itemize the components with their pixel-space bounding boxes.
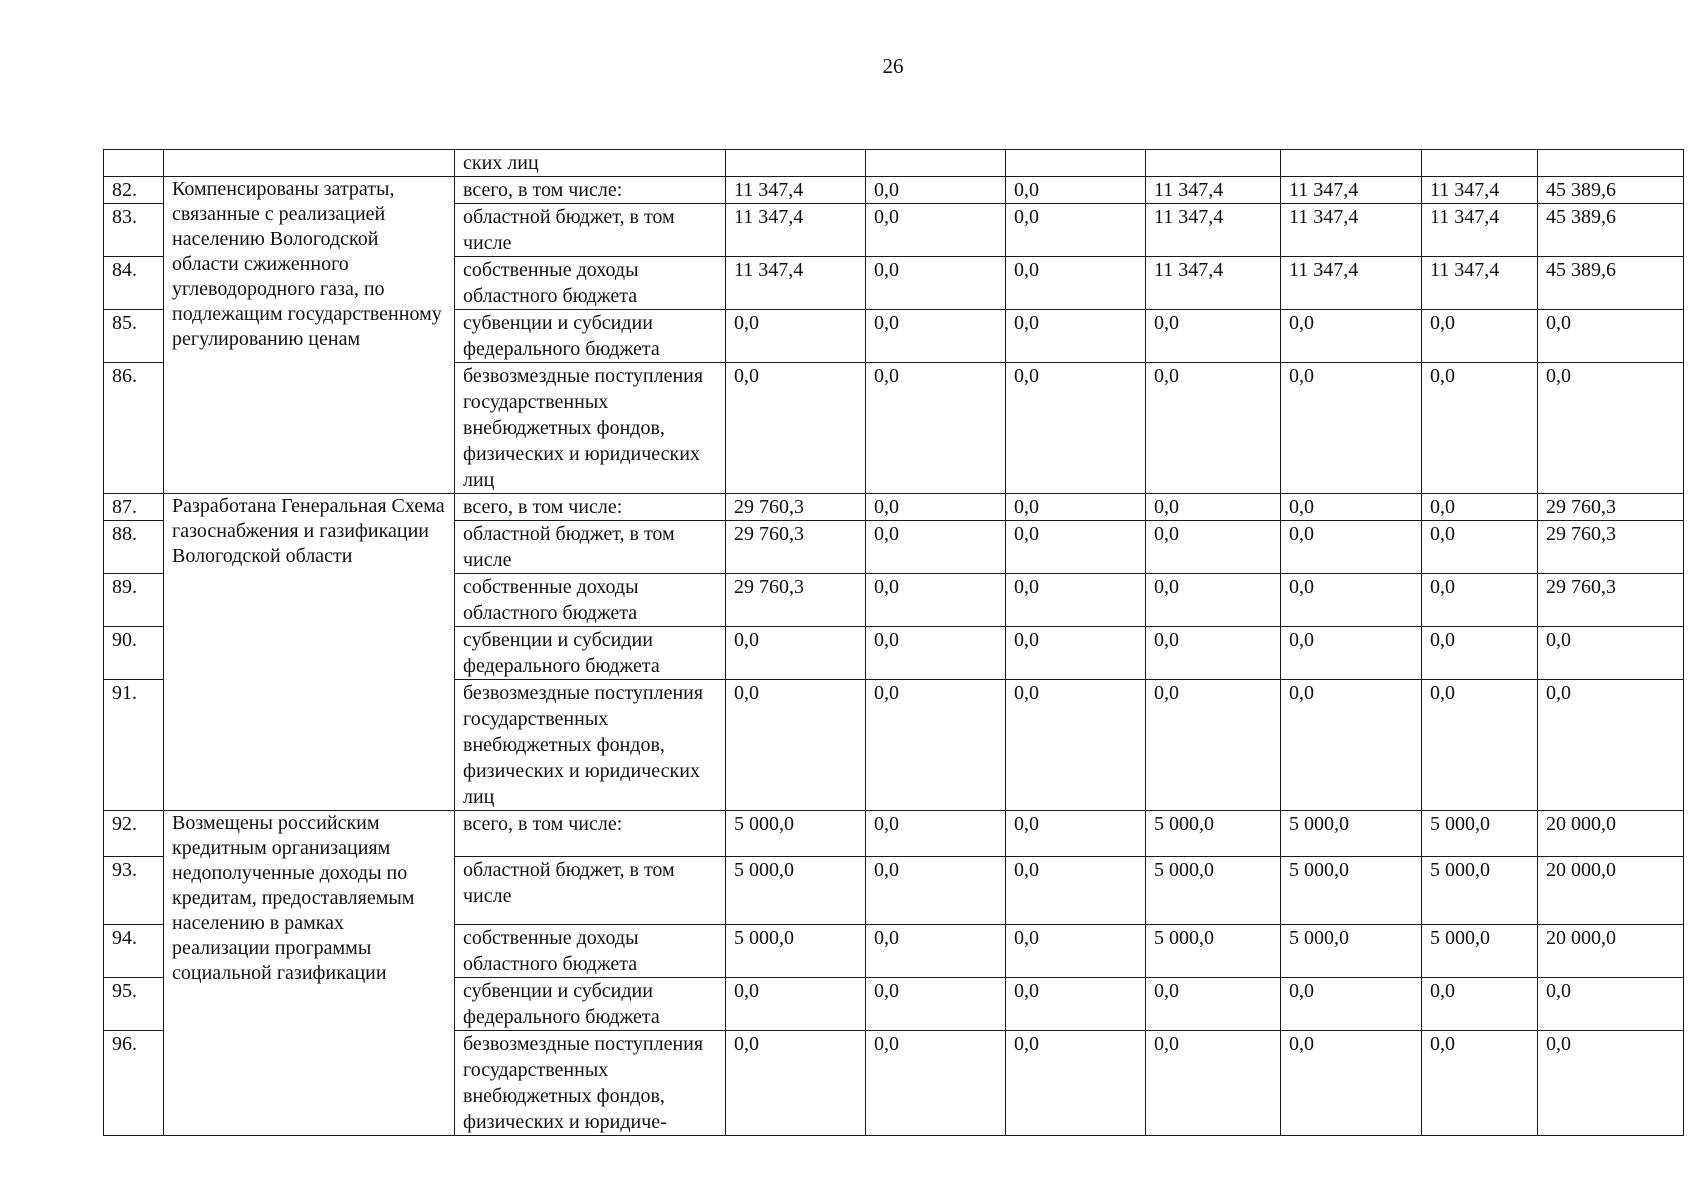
value-cell: 0,0 xyxy=(1006,857,1146,925)
value-cell: 5 000,0 xyxy=(1146,811,1281,857)
value-cell: 20 000,0 xyxy=(1538,857,1684,925)
value-cell: 5 000,0 xyxy=(1422,811,1538,857)
value-cell: 0,0 xyxy=(1006,627,1146,680)
value-cell: 20 000,0 xyxy=(1538,811,1684,857)
row-number: 86. xyxy=(104,363,164,494)
value-cell: 0,0 xyxy=(1422,363,1538,494)
value-cell: 0,0 xyxy=(1281,627,1422,680)
value-cell: 0,0 xyxy=(1281,1031,1422,1136)
event-description: Возмещены российским кредитным организациям недополученные доходы по кредитам, предоставляемым населению в рамках реализации программы социальной газификации xyxy=(164,811,455,1136)
value-cell: 5 000,0 xyxy=(1281,811,1422,857)
budget-table xyxy=(103,149,1684,1136)
value-cell: 0,0 xyxy=(1281,494,1422,521)
value-cell: 29 760,3 xyxy=(1538,574,1684,627)
event-cell xyxy=(164,150,455,177)
value-cell: 0,0 xyxy=(726,627,866,680)
value-cell: 11 347,4 xyxy=(726,204,866,257)
value-cell: 0,0 xyxy=(1538,363,1684,494)
value-cell: 0,0 xyxy=(726,1031,866,1136)
value-cell: 0,0 xyxy=(1281,978,1422,1031)
value-cell: 0,0 xyxy=(1006,925,1146,978)
funding-source: безвозмездные поступления государственных внебюджетных фондов, физических и юридических лиц xyxy=(455,363,726,494)
funding-source: субвенции и субсидии федерального бюджета xyxy=(455,310,726,363)
value-cell: 0,0 xyxy=(1006,363,1146,494)
value-cell: 20 000,0 xyxy=(1538,925,1684,978)
funding-source: областной бюджет, в том числе xyxy=(455,521,726,574)
value-cell: 0,0 xyxy=(1538,680,1684,811)
value-cell: 0,0 xyxy=(726,978,866,1031)
value-cell: 11 347,4 xyxy=(1146,257,1281,310)
value-cell: 29 760,3 xyxy=(726,574,866,627)
value-cell: 0,0 xyxy=(1422,310,1538,363)
value-cell: 11 347,4 xyxy=(1281,257,1422,310)
value-cell xyxy=(1146,150,1281,177)
funding-source: безвозмездные поступления государственных внебюджетных фондов, физических и юридических лиц xyxy=(455,680,726,811)
value-cell: 0,0 xyxy=(1006,521,1146,574)
value-cell: 0,0 xyxy=(1422,680,1538,811)
value-cell: 0,0 xyxy=(1422,1031,1538,1136)
value-cell xyxy=(1006,150,1146,177)
value-cell: 0,0 xyxy=(1006,1031,1146,1136)
value-cell: 5 000,0 xyxy=(1146,925,1281,978)
value-cell: 11 347,4 xyxy=(1281,204,1422,257)
funding-source: областной бюджет, в том числе xyxy=(455,204,726,257)
value-cell: 45 389,6 xyxy=(1538,257,1684,310)
value-cell: 0,0 xyxy=(1281,680,1422,811)
value-cell: 0,0 xyxy=(1146,574,1281,627)
funding-source: субвенции и субсидии федерального бюджета xyxy=(455,978,726,1031)
value-cell: 0,0 xyxy=(1538,978,1684,1031)
row-number: 92. xyxy=(104,811,164,857)
value-cell: 0,0 xyxy=(1006,310,1146,363)
value-cell: 0,0 xyxy=(726,310,866,363)
value-cell xyxy=(1422,150,1538,177)
value-cell: 0,0 xyxy=(1146,521,1281,574)
funding-source: собственные доходы областного бюджета xyxy=(455,574,726,627)
continued-row xyxy=(104,150,1684,177)
value-cell: 0,0 xyxy=(866,1031,1006,1136)
table-row xyxy=(104,177,1684,204)
row-number: 87. xyxy=(104,494,164,521)
value-cell: 0,0 xyxy=(1006,978,1146,1031)
row-number: 90. xyxy=(104,627,164,680)
value-cell: 0,0 xyxy=(866,204,1006,257)
value-cell: 11 347,4 xyxy=(1422,177,1538,204)
page-number: 26 xyxy=(882,54,904,78)
value-cell: 29 760,3 xyxy=(726,521,866,574)
row-number: 85. xyxy=(104,310,164,363)
value-cell: 45 389,6 xyxy=(1538,204,1684,257)
value-cell: 0,0 xyxy=(1006,680,1146,811)
funding-source: областной бюджет, в том числе xyxy=(455,857,726,925)
value-cell: 0,0 xyxy=(1006,494,1146,521)
value-cell: 5 000,0 xyxy=(1422,925,1538,978)
value-cell: 0,0 xyxy=(1006,257,1146,310)
value-cell: 0,0 xyxy=(866,494,1006,521)
value-cell: 0,0 xyxy=(866,857,1006,925)
row-number: 89. xyxy=(104,574,164,627)
value-cell: 0,0 xyxy=(1281,574,1422,627)
row-number: 82. xyxy=(104,177,164,204)
row-number: 88. xyxy=(104,521,164,574)
table-row xyxy=(104,811,1684,857)
value-cell: 0,0 xyxy=(866,363,1006,494)
value-cell: 5 000,0 xyxy=(1281,857,1422,925)
value-cell xyxy=(1538,150,1684,177)
value-cell: 0,0 xyxy=(1146,494,1281,521)
value-cell: 29 760,3 xyxy=(1538,494,1684,521)
value-cell: 0,0 xyxy=(866,177,1006,204)
value-cell: 0,0 xyxy=(1281,521,1422,574)
funding-source: безвозмездные поступления государственных внебюджетных фондов, физических и юридиче- xyxy=(455,1031,726,1136)
value-cell: 0,0 xyxy=(1006,574,1146,627)
event-description: Компенсированы затраты, связанные с реализацией населению Вологодской области сжиженного углеводородного газа, по подлежащим государственному регулированию ценам xyxy=(164,177,455,494)
value-cell: 0,0 xyxy=(1422,627,1538,680)
funding-source: собственные доходы областного бюджета xyxy=(455,925,726,978)
funding-source: всего, в том числе: xyxy=(455,494,726,521)
funding-source: всего, в том числе: xyxy=(455,177,726,204)
value-cell: 0,0 xyxy=(1146,1031,1281,1136)
value-cell: 45 389,6 xyxy=(1538,177,1684,204)
value-cell: 0,0 xyxy=(866,257,1006,310)
row-number: 94. xyxy=(104,925,164,978)
value-cell xyxy=(726,150,866,177)
value-cell: 0,0 xyxy=(1422,521,1538,574)
value-cell: 0,0 xyxy=(1281,310,1422,363)
funding-source: собственные доходы областного бюджета xyxy=(455,257,726,310)
table-row xyxy=(104,494,1684,521)
value-cell: 5 000,0 xyxy=(726,925,866,978)
value-cell: 0,0 xyxy=(866,811,1006,857)
value-cell xyxy=(1281,150,1422,177)
row-number-cell xyxy=(104,150,164,177)
value-cell: 0,0 xyxy=(866,574,1006,627)
value-cell: 0,0 xyxy=(1538,627,1684,680)
value-cell: 0,0 xyxy=(866,521,1006,574)
value-cell: 11 347,4 xyxy=(726,177,866,204)
funding-source-cell: ских лиц xyxy=(455,150,726,177)
value-cell: 0,0 xyxy=(866,925,1006,978)
value-cell: 0,0 xyxy=(866,310,1006,363)
row-number: 84. xyxy=(104,257,164,310)
value-cell: 5 000,0 xyxy=(726,811,866,857)
value-cell: 5 000,0 xyxy=(1146,857,1281,925)
event-description: Разработана Генеральная Схема газоснабжения и газификации Вологодской области xyxy=(164,494,455,811)
value-cell: 0,0 xyxy=(866,680,1006,811)
value-cell: 5 000,0 xyxy=(1281,925,1422,978)
value-cell: 5 000,0 xyxy=(726,857,866,925)
funding-source: всего, в том числе: xyxy=(455,811,726,857)
value-cell: 0,0 xyxy=(1146,680,1281,811)
value-cell: 0,0 xyxy=(866,627,1006,680)
value-cell: 11 347,4 xyxy=(1146,204,1281,257)
value-cell: 0,0 xyxy=(1281,363,1422,494)
value-cell: 0,0 xyxy=(1006,177,1146,204)
value-cell: 11 347,4 xyxy=(1146,177,1281,204)
value-cell: 29 760,3 xyxy=(726,494,866,521)
value-cell: 0,0 xyxy=(1006,811,1146,857)
row-number: 83. xyxy=(104,204,164,257)
value-cell: 0,0 xyxy=(1538,310,1684,363)
value-cell: 0,0 xyxy=(726,363,866,494)
value-cell: 11 347,4 xyxy=(1422,257,1538,310)
value-cell: 11 347,4 xyxy=(726,257,866,310)
row-number: 96. xyxy=(104,1031,164,1136)
value-cell: 0,0 xyxy=(1146,978,1281,1031)
value-cell: 0,0 xyxy=(726,680,866,811)
value-cell xyxy=(866,150,1006,177)
value-cell: 0,0 xyxy=(1146,363,1281,494)
value-cell: 0,0 xyxy=(866,978,1006,1031)
row-number: 91. xyxy=(104,680,164,811)
row-number: 93. xyxy=(104,857,164,925)
value-cell: 5 000,0 xyxy=(1422,857,1538,925)
funding-source: субвенции и субсидии федерального бюджета xyxy=(455,627,726,680)
value-cell: 0,0 xyxy=(1422,574,1538,627)
value-cell: 11 347,4 xyxy=(1281,177,1422,204)
value-cell: 29 760,3 xyxy=(1538,521,1684,574)
value-cell: 0,0 xyxy=(1146,310,1281,363)
value-cell: 0,0 xyxy=(1146,627,1281,680)
value-cell: 0,0 xyxy=(1422,494,1538,521)
value-cell: 0,0 xyxy=(1006,204,1146,257)
value-cell: 0,0 xyxy=(1422,978,1538,1031)
row-number: 95. xyxy=(104,978,164,1031)
value-cell: 0,0 xyxy=(1538,1031,1684,1136)
value-cell: 11 347,4 xyxy=(1422,204,1538,257)
